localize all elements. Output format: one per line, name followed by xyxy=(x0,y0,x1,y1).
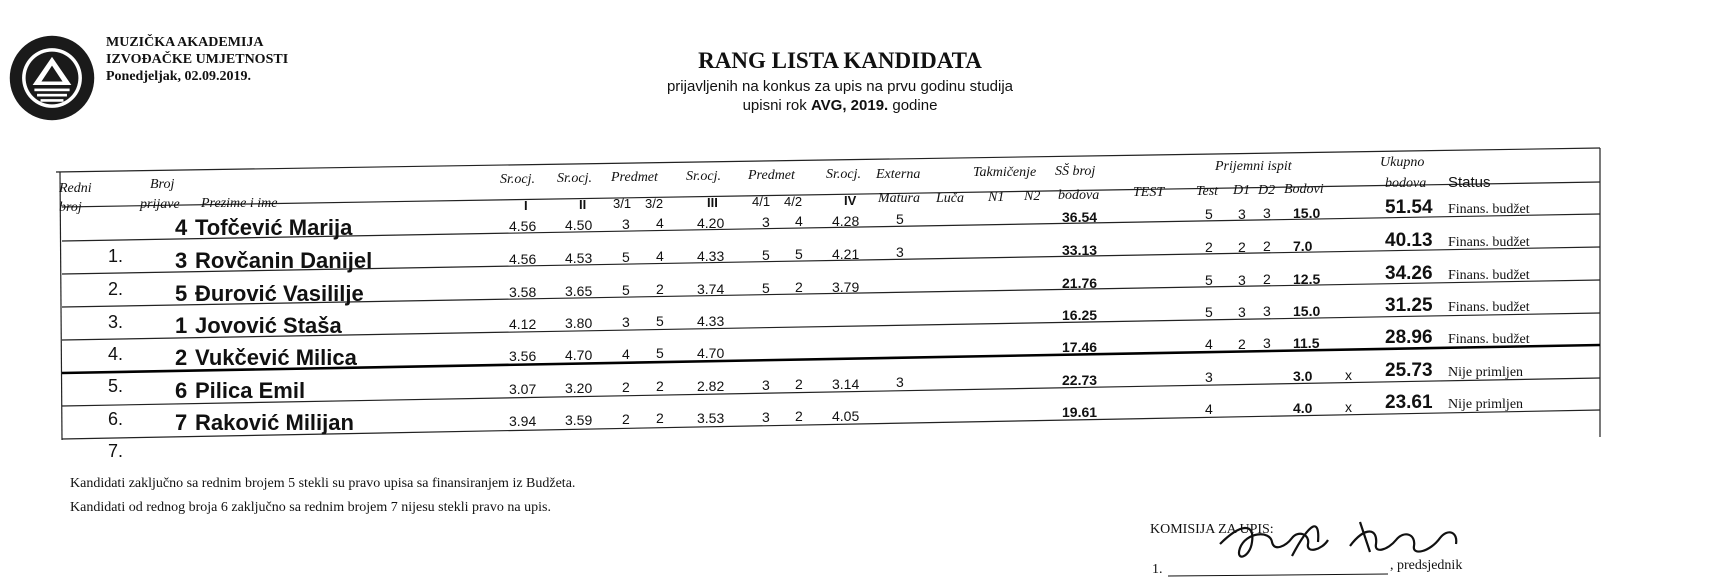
row-7-p32: 2 xyxy=(656,410,664,427)
header-d2: D2 xyxy=(1258,183,1276,198)
row-7-p42: 2 xyxy=(795,408,803,425)
row-5-t: 4 xyxy=(1205,336,1213,353)
row-7-x: x xyxy=(1345,399,1352,416)
header-predmet-1: Predmet xyxy=(611,170,658,185)
row-7-t: 4 xyxy=(1205,401,1213,418)
row-5-bod: 11.5 xyxy=(1293,334,1320,351)
row-3-s3: 3.74 xyxy=(697,280,725,297)
header-test-upper: TEST xyxy=(1133,185,1165,200)
row-1-s3: 4.20 xyxy=(697,214,725,231)
row-5-bp: 2 xyxy=(175,345,188,371)
row-7-bod: 4.0 xyxy=(1293,399,1313,416)
header-redni: Redni xyxy=(59,181,92,196)
header-takmicenje: Takmičenje xyxy=(973,165,1037,180)
row-3-rb: 3. xyxy=(108,312,124,333)
row-1-s2: 4.50 xyxy=(565,216,593,233)
row-5-rb: 5. xyxy=(108,376,124,397)
header-srocj-3: Sr.ocj. xyxy=(686,169,721,184)
row-6-rb: 6. xyxy=(108,409,124,430)
row-2-bp: 3 xyxy=(175,248,188,274)
row-2-name: Rovčanin Danijel xyxy=(195,248,373,274)
header-srocj-1: Sr.ocj. xyxy=(500,172,535,187)
header-srocj-2: Sr.ocj. xyxy=(557,171,592,186)
row-6-s4: 3.14 xyxy=(832,375,860,392)
row-1-p31: 3 xyxy=(622,215,630,232)
row-7-status: Nije primljen xyxy=(1448,397,1524,413)
row-1-s1: 4.56 xyxy=(509,217,537,234)
row-2-p42: 5 xyxy=(795,246,803,263)
row-3-bod: 12.5 xyxy=(1293,270,1321,287)
row-3-bp: 5 xyxy=(175,281,188,307)
row-7-s1: 3.94 xyxy=(509,412,537,429)
row-2-s2: 4.53 xyxy=(565,249,593,266)
row-3-s4: 3.79 xyxy=(832,278,860,295)
header-ukupno: Ukupno xyxy=(1380,155,1425,170)
header-matura: Matura xyxy=(878,191,920,206)
header-n1: N1 xyxy=(988,190,1005,205)
header-externa: Externa xyxy=(876,167,921,182)
header-p32: 3/2 xyxy=(645,196,664,211)
row-2-uk: 40.13 xyxy=(1385,230,1433,252)
header-prijemni: Prijemni ispit xyxy=(1215,159,1292,174)
header-srocj-4: Sr.ocj. xyxy=(826,167,861,182)
header-status: Status xyxy=(1448,174,1491,191)
institution-name-line2: IZVOĐAČKE UMJETNOSTI xyxy=(106,52,289,67)
header-roman-2: II xyxy=(579,197,587,212)
row-4-t: 5 xyxy=(1205,304,1213,321)
row-2-ss: 33.13 xyxy=(1062,241,1098,258)
document-subtitle: prijavljenih na konkus za upis na prvu godinu studija xyxy=(666,78,1014,95)
row-3-p31: 5 xyxy=(622,281,630,298)
row-5-d2: 3 xyxy=(1263,335,1271,352)
row-1-d1: 3 xyxy=(1238,205,1246,222)
row-6-p32: 2 xyxy=(656,378,664,395)
row-3-p42: 2 xyxy=(795,279,803,296)
row-6-bod: 3.0 xyxy=(1293,367,1313,384)
row-4-uk: 31.25 xyxy=(1385,295,1433,317)
row-5-s1: 3.56 xyxy=(509,347,537,364)
header-bodova: bodova xyxy=(1058,188,1100,203)
row-2-mat: 3 xyxy=(896,244,904,261)
commission-label: KOMISIJA ZA UPIS: xyxy=(1150,522,1274,537)
row-3-name: Đurović Vasililje xyxy=(195,281,364,307)
header-roman-4: IV xyxy=(844,193,857,208)
header-roman-3: III xyxy=(707,195,718,210)
row-6-s1: 3.07 xyxy=(509,380,537,397)
row-4-d2: 3 xyxy=(1263,303,1271,320)
row-1-status: Finans. budžet xyxy=(1448,202,1530,218)
row-5-status: Finans. budžet xyxy=(1448,332,1530,348)
row-1-s4: 4.28 xyxy=(832,212,860,229)
row-7-bp: 7 xyxy=(175,410,188,436)
row-2-p41: 5 xyxy=(762,246,770,263)
row-1-p41: 3 xyxy=(762,213,770,230)
row-7-p41: 3 xyxy=(762,408,770,425)
note-financed: Kandidati zaključno sa rednim brojem 5 stekli su pravo upisa sa finansiranjem iz Budžeta. xyxy=(70,476,576,491)
row-7-rb: 7. xyxy=(108,441,124,462)
row-7-ss: 19.61 xyxy=(1062,403,1098,420)
header-broj-top: Broj xyxy=(150,177,175,192)
header-p41: 4/1 xyxy=(752,194,771,209)
row-5-uk: 28.96 xyxy=(1385,327,1433,349)
row-2-d2: 2 xyxy=(1263,238,1271,255)
commission-role: , predsjednik xyxy=(1390,558,1463,573)
header-luca: Luča xyxy=(936,191,964,206)
row-2-p31: 5 xyxy=(622,248,630,265)
header-broj: broj xyxy=(59,200,82,215)
row-1-bp: 4 xyxy=(175,215,188,241)
row-3-d1: 3 xyxy=(1238,271,1246,288)
header-prezime: Prezime i ime xyxy=(201,196,278,211)
row-4-name: Jovović Staša xyxy=(195,313,342,339)
note-not-admitted: Kandidati od rednog broja 6 zaključno sa rednim brojem 7 nijesu stekli pravo na upis. xyxy=(70,500,551,515)
row-3-t: 5 xyxy=(1205,272,1213,289)
row-2-rb: 2. xyxy=(108,279,124,300)
row-4-d1: 3 xyxy=(1238,303,1246,320)
row-3-p41: 5 xyxy=(762,279,770,296)
commission-item-number: 1. xyxy=(1152,562,1163,577)
header-test: Test xyxy=(1196,184,1219,199)
row-2-d1: 2 xyxy=(1238,238,1246,255)
row-7-s4: 4.05 xyxy=(832,407,860,424)
row-1-mat: 5 xyxy=(896,211,904,228)
row-1-ss: 36.54 xyxy=(1062,208,1098,225)
header-n2: N2 xyxy=(1024,189,1041,204)
header-ss-broj: SŠ broj xyxy=(1055,164,1096,179)
signature-image xyxy=(1200,512,1480,572)
row-6-x: x xyxy=(1345,367,1352,384)
row-1-p32: 4 xyxy=(656,215,664,232)
row-2-s3: 4.33 xyxy=(697,247,725,264)
row-1-bod: 15.0 xyxy=(1293,204,1321,221)
row-3-s1: 3.58 xyxy=(509,283,537,300)
row-6-s2: 3.20 xyxy=(565,379,593,396)
row-2-t: 2 xyxy=(1205,239,1213,256)
row-7-s3: 3.53 xyxy=(697,409,725,426)
header-predmet-2: Predmet xyxy=(748,168,795,183)
row-2-s1: 4.56 xyxy=(509,250,537,267)
row-3-d2: 2 xyxy=(1263,271,1271,288)
row-5-d1: 2 xyxy=(1238,335,1246,352)
row-1-name: Tofčević Marija xyxy=(195,215,353,241)
row-2-s4: 4.21 xyxy=(832,245,860,262)
row-6-mat: 3 xyxy=(896,374,904,391)
row-6-status: Nije primljen xyxy=(1448,365,1524,381)
row-3-uk: 34.26 xyxy=(1385,263,1433,285)
row-1-rb: 1. xyxy=(108,246,124,267)
row-7-uk: 23.61 xyxy=(1385,392,1433,414)
row-4-rb: 4. xyxy=(108,344,124,365)
row-5-p31: 4 xyxy=(622,345,630,362)
row-2-bod: 7.0 xyxy=(1293,237,1313,254)
row-6-p42: 2 xyxy=(795,376,803,393)
row-4-p31: 3 xyxy=(622,313,630,330)
header-p31: 3/1 xyxy=(613,196,632,211)
row-2-p32: 4 xyxy=(656,248,664,265)
row-4-bod: 15.0 xyxy=(1293,302,1321,319)
row-4-p32: 5 xyxy=(656,313,664,330)
row-4-s1: 4.12 xyxy=(509,315,537,332)
row-7-s2: 3.59 xyxy=(565,411,593,428)
enrollment-term-bold: AVG, 2019. xyxy=(810,97,889,114)
document-date: Ponedjeljak, 02.09.2019. xyxy=(106,69,252,84)
row-7-name: Raković Milijan xyxy=(195,410,354,436)
header-bodovi: Bodovi xyxy=(1284,182,1324,197)
row-6-p41: 3 xyxy=(762,376,770,393)
row-4-status: Finans. budžet xyxy=(1448,300,1530,316)
enrollment-term-prefix: upisni rok xyxy=(742,97,807,114)
header-p42: 4/2 xyxy=(784,194,803,209)
header-bodova-total: bodova xyxy=(1385,176,1427,191)
header-d1: D1 xyxy=(1233,183,1251,198)
row-3-ss: 21.76 xyxy=(1062,274,1098,291)
document-title: RANG LISTA KANDIDATA xyxy=(698,48,982,73)
row-6-s3: 2.82 xyxy=(697,377,725,394)
row-6-p31: 2 xyxy=(622,378,630,395)
row-7-p31: 2 xyxy=(622,410,630,427)
row-5-name: Vukčević Milica xyxy=(195,345,357,371)
enrollment-term-suffix: godine xyxy=(892,97,938,114)
row-3-s2: 3.65 xyxy=(565,282,593,299)
row-1-uk: 51.54 xyxy=(1385,197,1433,219)
header-prijave: prijave xyxy=(140,197,180,212)
row-6-t: 3 xyxy=(1205,369,1213,386)
row-2-status: Finans. budžet xyxy=(1448,235,1530,251)
row-1-d2: 3 xyxy=(1263,205,1271,222)
row-1-p42: 4 xyxy=(795,213,803,230)
header-roman-1: I xyxy=(524,198,528,213)
row-4-bp: 1 xyxy=(175,313,188,339)
row-4-s2: 3.80 xyxy=(565,314,593,331)
row-3-p32: 2 xyxy=(656,281,664,298)
institution-name-line1: MUZIČKA AKADEMIJA xyxy=(106,35,264,50)
row-4-ss: 16.25 xyxy=(1062,306,1098,323)
row-5-ss: 17.46 xyxy=(1062,338,1098,355)
row-5-s2: 4.70 xyxy=(565,346,593,363)
row-6-ss: 22.73 xyxy=(1062,371,1098,388)
row-4-s3: 4.33 xyxy=(697,312,725,329)
row-6-uk: 25.73 xyxy=(1385,360,1433,382)
row-5-s3: 4.70 xyxy=(697,344,725,361)
row-3-status: Finans. budžet xyxy=(1448,268,1530,284)
row-1-t: 5 xyxy=(1205,206,1213,223)
row-6-bp: 6 xyxy=(175,378,188,404)
row-6-name: Pilica Emil xyxy=(195,378,306,404)
row-5-p32: 5 xyxy=(656,345,664,362)
